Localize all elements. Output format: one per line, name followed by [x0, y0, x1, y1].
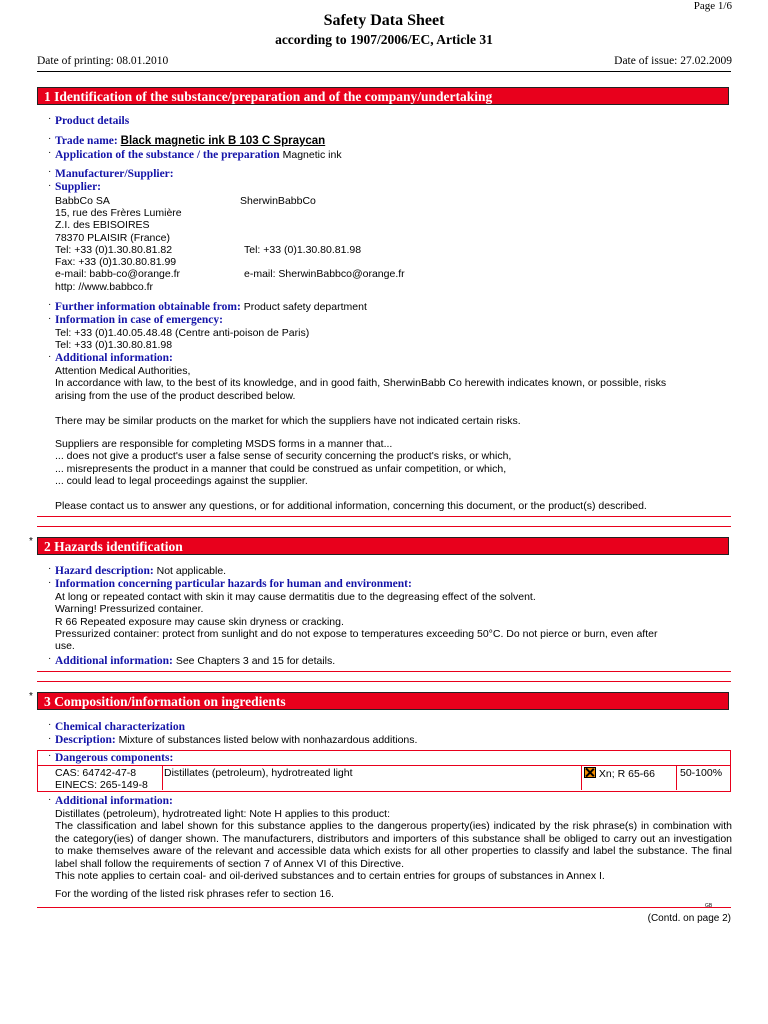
- supplier-tel: Tel: +33 (0)1.30.80.81.82: [55, 244, 173, 256]
- einecs-number: EINECS: 265-149-8: [55, 779, 148, 791]
- emergency-label: Information in case of emergency:: [55, 314, 223, 326]
- emergency-tel-2: Tel: +33 (0)1.30.80.81.98: [55, 339, 173, 351]
- additional-info-line-3: arising from the use of the product described below.: [55, 390, 296, 402]
- hazard-description-value: Not applicable.: [156, 565, 227, 577]
- date-of-issue: Date of issue: 27.02.2009: [614, 55, 732, 67]
- section-2-end-rule: [37, 671, 731, 672]
- section-2-heading: 2 Hazards identification: [37, 537, 729, 555]
- supplier-company: BabbCo SA: [55, 195, 110, 207]
- manufacturer-label: Manufacturer/Supplier:: [55, 168, 174, 180]
- particular-hazards-label: Information concerning particular hazards for human and environment:: [55, 578, 412, 590]
- particular-hazard-1: At long or repeated contact with skin it may cause dermatitis due to the degreasing effect of the solvent.: [55, 591, 536, 603]
- description-value: Mixture of substances listed below with nonhazardous additions.: [118, 734, 418, 746]
- section-2-additional-value: See Chapters 3 and 15 for details.: [175, 655, 336, 667]
- supplier-right-company: SherwinBabbCo: [240, 195, 316, 207]
- cas-number: CAS: 64742-47-8: [55, 767, 137, 779]
- footer-rule: [37, 907, 731, 908]
- date-of-printing: Date of printing: 08.01.2010: [37, 55, 169, 67]
- document-subtitle: according to 1907/2006/EC, Article 31: [275, 32, 493, 47]
- application-value: Magnetic ink: [282, 149, 342, 161]
- particular-hazard-2: Warning! Pressurized container.: [55, 603, 204, 615]
- language-code: GB: [705, 903, 713, 909]
- additional-info-label: Additional information:: [55, 352, 173, 364]
- further-info-label: Further information obtainable from:: [55, 301, 241, 313]
- disclaimer-line-3: ... could lead to legal proceedings against the supplier.: [55, 475, 308, 487]
- header-divider: [37, 71, 731, 72]
- supplier-website: http: //www.babbco.fr: [55, 281, 154, 293]
- continued-note: (Contd. on page 2): [647, 913, 731, 924]
- chemical-characterization-label: Chemical characterization: [55, 721, 185, 733]
- risk-phrase-wording-note: For the wording of the listed risk phrases refer to section 16.: [55, 888, 334, 900]
- section-1-end-rule: [37, 516, 731, 517]
- section-3-revision-star: *: [29, 691, 33, 702]
- contact-text: Please contact us to answer any questions, or for additional information, concerning this document, or the product(s) described.: [55, 500, 647, 512]
- description-label: Description:: [55, 734, 116, 746]
- supplier-label: Supplier:: [55, 181, 102, 193]
- additional-info-line-1: Attention Medical Authorities,: [55, 365, 191, 377]
- note-h-last-line: This note applies to certain coal- and oil-derived substances and to certain entries for groups of substances in Annex I.: [55, 870, 605, 882]
- harmful-xn-icon: [584, 767, 596, 778]
- section-3-heading: 3 Composition/information on ingredients: [37, 692, 729, 710]
- document-title: Safety Data Sheet: [323, 12, 445, 29]
- trade-name-label: Trade name:: [55, 135, 118, 147]
- supplier-zone: Z.I. des EBISOIRES: [55, 219, 150, 231]
- product-details-label: Product details: [55, 115, 130, 127]
- trade-name-value: Black magnetic ink B 103 C Spraycan: [120, 135, 326, 147]
- dangerous-components-label: Dangerous components:: [55, 752, 174, 764]
- hazard-description-label: Hazard description:: [55, 565, 154, 577]
- suppliers-responsible-text: Suppliers are responsible for completing MSDS forms in a manner that...: [55, 438, 393, 450]
- supplier-right-email: e-mail: SherwinBabbco@orange.fr: [244, 268, 405, 280]
- additional-info-line-2: In accordance with law, to the best of its knowledge, and in good faith, SherwinBabb Co herewith indicates known, or possible, risks: [55, 377, 667, 389]
- section-3-additional-label: Additional information:: [55, 795, 173, 807]
- supplier-fax: Fax: +33 (0)1.30.80.81.99: [55, 256, 177, 268]
- particular-hazard-4: Pressurized container: protect from sunlight and do not expose to temperatures exceeding 50°C. Do not pierce or burn, even after: [55, 628, 658, 640]
- particular-hazard-3: R 66 Repeated exposure may cause skin dryness or cracking.: [55, 616, 344, 628]
- section-1-heading: 1 Identification of the substance/preparation and of the company/undertaking: [37, 87, 729, 105]
- application-label: Application of the substance / the preparation: [55, 149, 280, 161]
- note-h-intro: Distillates (petroleum), hydrotreated light: Note H applies to this product:: [55, 808, 390, 820]
- supplier-email: e-mail: babb-co@orange.fr: [55, 268, 181, 280]
- supplier-right-tel: Tel: +33 (0)1.30.80.81.98: [244, 244, 362, 256]
- note-h-paragraph: The classification and label shown for this substance applies to the dangerous property(ies) indicated by the risk phrase(s) in combination with the category(ies) of danger shown. The manufacturers, distributors and importers of this substance shall be obliged to carry out an investigation to make themselves aware of the relevant and accessible data which exists for all other properties to classify and label the substance. The final label shall follow the requirements of section 7 of Annex VI of this Directive.: [55, 820, 732, 870]
- particular-hazard-5: use.: [55, 640, 75, 652]
- section-2-additional-label: Additional information:: [55, 655, 173, 667]
- page-number: Page 1/6: [693, 0, 732, 12]
- component-name: Distillates (petroleum), hydrotreated light: [164, 767, 353, 779]
- emergency-tel-1: Tel: +33 (0)1.40.05.48.48 (Centre anti-poison de Paris): [55, 327, 310, 339]
- disclaimer-line-2: ... misrepresents the product in a manner that could be construed as unfair competition, or which,: [55, 463, 507, 475]
- further-info-value: Product safety department: [243, 301, 367, 313]
- component-classification: Xn; R 65-66: [598, 768, 655, 780]
- component-concentration: 50-100%: [680, 767, 723, 779]
- disclaimer-line-1: ... does not give a product's user a false sense of security concerning the product's risks, or which,: [55, 450, 512, 462]
- supplier-street: 15, rue des Frères Lumière: [55, 207, 182, 219]
- section-2-end-rule-2: [37, 681, 731, 682]
- supplier-city: 78370 PLAISIR (France): [55, 232, 170, 244]
- section-2-revision-star: *: [29, 536, 33, 547]
- similar-products-text: There may be similar products on the market for which the suppliers have not indicated certain risks.: [55, 415, 521, 427]
- section-1-end-rule-2: [37, 526, 731, 527]
